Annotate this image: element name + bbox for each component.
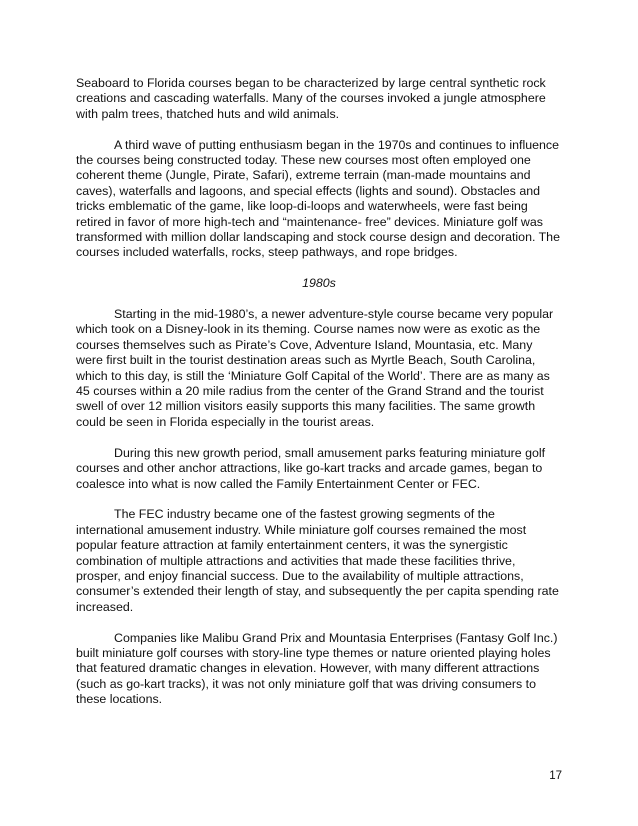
page-body — [76, 76, 562, 723]
section-heading: 1980s — [302, 276, 336, 291]
paragraph-fec-industry: The FEC industry became one of the fastest growing segments of the international amusement industry. While miniature golf courses remained the most popular feature attraction at family entertainment centers, it was the synergistic combination of multiple attractions and activities that made these facilities thrive, prosper, and enjoy financial success. Due to the availability of multiple attractions, consumer’s extended their length of stay, and subsequently the per capita spending rate increased. — [76, 507, 559, 614]
paragraph-mid-1980s: Starting in the mid-1980’s, a newer adventure-style course became very popular which took on a Disney-look in its theming. Course names now were as exotic as the courses themselves such as Pirate’s Cove, Adventure Island, Mountasia, etc. Many were first built in the tourist destination areas such as Myrtle Beach, South Carolina, which to this day, is still the ‘Miniature Golf Capital of the World’. There are as many as 45 courses within a 20 mile radius from the center of the Grand Strand and the tourist swell of over 12 million visitors easily supports this many facilities. The same growth could be seen in Florida especially in the tourist areas. — [76, 307, 554, 429]
page-number: 17 — [549, 770, 562, 782]
paragraph-intro: Seaboard to Florida courses began to be characterized by large central synthetic rock creations and cascading waterfalls. Many of the courses invoked a jungle atmosphere with palm trees, thatched huts and wild animals. — [76, 76, 546, 121]
paragraph-growth-period: During this new growth period, small amusement parks featuring miniature golf courses and other anchor attractions, like go-kart tracks and arcade games, began to coalesce into what is now called the Family Entertainment Center or FEC. — [76, 445, 546, 491]
paragraph-third-wave: A third wave of putting enthusiasm began in the 1970s and continues to influence the courses being constructed today. These new courses most often employed one coherent theme (Jungle, Pirate, Safari), extreme terrain (man-made mountains and caves), waterfalls and lagoons, and special effects (lights and sound). Obstacles and tricks emblematic of the game, like loop-di-loops and waterwheels, were fast being retired in favor of more high-tech and “maintenance- free” devices. Miniature golf was transformed with million dollar landscaping and stock course design and decoration. The courses included waterfalls, rocks, steep pathways, and rope bridges. — [76, 137, 560, 260]
paragraph-companies: Companies like Malibu Grand Prix and Mountasia Enterprises (Fantasy Golf Inc.) built miniature golf courses with story-line type themes or nature oriented playing holes that featured dramatic changes in elevation. However, with many different attractions (such as go-kart tracks), it was not only miniature golf that was driving consumers to these locations. — [76, 630, 558, 707]
